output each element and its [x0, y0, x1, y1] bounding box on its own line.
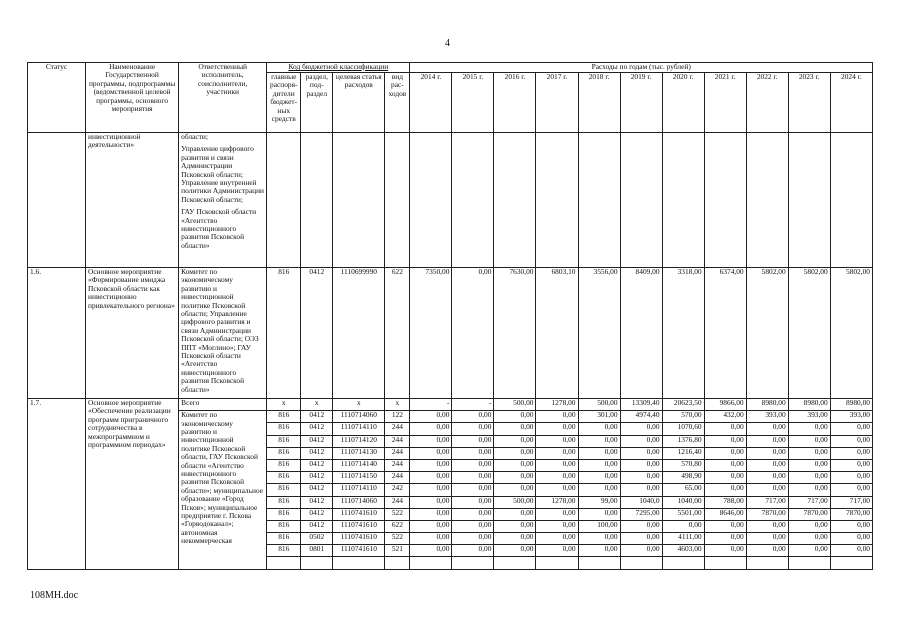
row17-value: 0,00 — [452, 447, 494, 459]
row17-value: 717,00 — [788, 496, 830, 508]
row17-grbs: 816 — [267, 459, 301, 471]
row17-value: 0,00 — [494, 520, 536, 532]
header-status: Статус — [28, 63, 86, 133]
empty-cell — [788, 133, 830, 268]
row17-target: 1110714150 — [333, 472, 385, 484]
page-number: 4 — [445, 38, 450, 49]
row17-value: 301,00 — [578, 411, 620, 423]
row17-value: 0,00 — [830, 435, 872, 447]
row17-value: 0,00 — [578, 533, 620, 545]
row17-value: 4111,00 — [662, 533, 704, 545]
empty-cell — [746, 557, 788, 569]
empty-cell — [301, 557, 333, 569]
row17-value: 432,00 — [704, 411, 746, 423]
header-section: раздел, под-раздел — [301, 73, 333, 133]
row17-target: 1110741610 — [333, 533, 385, 545]
empty-cell — [662, 557, 704, 569]
row17-value: 500,00 — [578, 399, 620, 411]
row17-value: 0,00 — [536, 472, 578, 484]
row17-value: 0,00 — [410, 472, 452, 484]
row17-value: 0,00 — [620, 484, 662, 496]
empty-cell — [620, 557, 662, 569]
row17-value: 0,00 — [494, 447, 536, 459]
row17-value: 0,00 — [704, 520, 746, 532]
row17-section: 0412 — [301, 508, 333, 520]
header-executor: Ответственный исполнитель, соисполнители, участники — [179, 63, 267, 133]
row16-value: 5802,00 — [788, 268, 830, 399]
row17-grbs: 816 — [267, 520, 301, 532]
empty-cell — [662, 133, 704, 268]
header-year: 2017 г. — [536, 73, 578, 133]
row17-target: 1110741610 — [333, 520, 385, 532]
row17-value: 0,00 — [620, 459, 662, 471]
row17-value: 0,00 — [410, 533, 452, 545]
row17-value: - — [410, 399, 452, 411]
row17-value: 0,00 — [578, 447, 620, 459]
row17-section: 0412 — [301, 423, 333, 435]
header-expenses: Расходы по годам (тыс. рублей) — [410, 63, 873, 73]
empty-cell — [333, 557, 385, 569]
row17-value: 0,00 — [452, 459, 494, 471]
header-year: 2020 г. — [662, 73, 704, 133]
empty-cell — [452, 557, 494, 569]
row17-value: 13309,40 — [620, 399, 662, 411]
row17-section: 0412 — [301, 484, 333, 496]
row17-value: 570,80 — [662, 459, 704, 471]
row17-value: 0,00 — [452, 508, 494, 520]
row17-value: 0,00 — [830, 447, 872, 459]
row17-value: 0,00 — [830, 459, 872, 471]
row17-value: 0,00 — [494, 508, 536, 520]
row17-value: 0,00 — [536, 447, 578, 459]
row17-value: 0,00 — [578, 459, 620, 471]
row17-kind: 244 — [385, 496, 410, 508]
row17-kind: 244 — [385, 447, 410, 459]
row17-value: 7870,00 — [746, 508, 788, 520]
row17-value: 0,00 — [410, 545, 452, 557]
row16-status: 1.6. — [28, 268, 86, 399]
row17-value: 0,00 — [746, 423, 788, 435]
cont-name: инвестиционной деятельности» — [86, 133, 179, 268]
row16-value: 8409,00 — [620, 268, 662, 399]
row17-value: 0,00 — [410, 447, 452, 459]
row16-value: 7350,00 — [410, 268, 452, 399]
row17-value: 0,00 — [830, 533, 872, 545]
row17-grbs: 816 — [267, 447, 301, 459]
row17-value: 4603,00 — [662, 545, 704, 557]
row17-value: 0,00 — [746, 520, 788, 532]
row17-section: 0412 — [301, 411, 333, 423]
row17-target: 1110714110 — [333, 484, 385, 496]
row17-value: 0,00 — [704, 423, 746, 435]
row17-value: 9866,00 — [704, 399, 746, 411]
row17-kind: 244 — [385, 459, 410, 471]
row17-value: 0,00 — [830, 484, 872, 496]
row17-value: 0,00 — [494, 533, 536, 545]
row17-grbs: x — [267, 399, 301, 411]
row17-kind: 522 — [385, 508, 410, 520]
header-budget-code: Код бюджетной классификации — [267, 63, 410, 73]
row17-kind: 522 — [385, 533, 410, 545]
row17-section: 0801 — [301, 545, 333, 557]
row17-grbs: 816 — [267, 435, 301, 447]
empty-cell — [494, 133, 536, 268]
row17-status: 1.7. — [28, 399, 86, 570]
header-name: Наименование Государственной программы, подпрограммы (ведомственной целевой программы, основного мероприятия — [86, 63, 179, 133]
row17-grbs: 816 — [267, 411, 301, 423]
row17-value: 393,00 — [746, 411, 788, 423]
row17-value: - — [452, 399, 494, 411]
row17-value: 0,00 — [536, 545, 578, 557]
row17-value: 0,00 — [788, 435, 830, 447]
row17-grbs: 816 — [267, 423, 301, 435]
row17-value: 0,00 — [536, 484, 578, 496]
row17-value: 0,00 — [578, 508, 620, 520]
row17-value: 0,00 — [620, 447, 662, 459]
row17-value: 7870,00 — [788, 508, 830, 520]
row17-value: 500,00 — [494, 399, 536, 411]
empty-cell — [620, 133, 662, 268]
row17-value: 0,00 — [410, 459, 452, 471]
row17-value: 1070,60 — [662, 423, 704, 435]
row16-value: 6374,00 — [704, 268, 746, 399]
row17-value: 0,00 — [830, 472, 872, 484]
row17-value: 0,00 — [704, 484, 746, 496]
row17-target: 1110714110 — [333, 423, 385, 435]
header-year: 2015 г. — [452, 73, 494, 133]
row17-value: 0,00 — [704, 435, 746, 447]
empty-cell — [788, 557, 830, 569]
row16-value: 5802,00 — [746, 268, 788, 399]
row17-value: 0,00 — [704, 459, 746, 471]
row17-value: 0,00 — [494, 472, 536, 484]
row17-value: 1216,40 — [662, 447, 704, 459]
row17-value: 788,00 — [704, 496, 746, 508]
row17-value: 0,00 — [536, 520, 578, 532]
row17-grbs: 816 — [267, 545, 301, 557]
row17-value: 0,00 — [620, 435, 662, 447]
row17-value: 0,00 — [704, 533, 746, 545]
row17-value: 0,00 — [620, 423, 662, 435]
cont-executor-part: области; — [181, 132, 208, 141]
row17-value: 0,00 — [830, 520, 872, 532]
row17-value: 0,00 — [788, 545, 830, 557]
row17-value: 0,00 — [494, 545, 536, 557]
empty-cell — [333, 133, 385, 268]
header-year: 2018 г. — [578, 73, 620, 133]
row17-value: 1376,80 — [662, 435, 704, 447]
cont-status — [28, 133, 86, 268]
row17-value: 0,00 — [410, 435, 452, 447]
row17-value: 0,00 — [536, 508, 578, 520]
header-year: 2021 г. — [704, 73, 746, 133]
row17-section: 0412 — [301, 496, 333, 508]
row17-line — [28, 399, 873, 411]
row17-value: 0,00 — [620, 545, 662, 557]
row17-value: 0,00 — [452, 435, 494, 447]
header-target: целевая статья расходов — [333, 73, 385, 133]
empty-cell — [452, 133, 494, 268]
row16-value: 6803,10 — [536, 268, 578, 399]
row17-value: 0,00 — [494, 484, 536, 496]
cont-executor-part: Управление цифрового развития и связи Администрации Псковской области; Управление внутренней политики Администрации Псковской области; — [181, 144, 264, 204]
row17-section: 0412 — [301, 520, 333, 532]
empty-cell — [385, 133, 410, 268]
row17-value: 0,00 — [830, 545, 872, 557]
row17-value: 5501,00 — [662, 508, 704, 520]
row16-value: 0,00 — [452, 268, 494, 399]
row16-value: 3556,00 — [578, 268, 620, 399]
row16-executor: Комитет по экономическому развитию и инвестиционной политике Псковской области; Управление цифрового развития и связи Администрации Псковской области; ОЭЗ ППТ «Моглино»; ГАУ Псковской области «Агентство инвестиционного развития Псковской области» — [179, 268, 267, 399]
empty-cell — [746, 133, 788, 268]
row17-value: 0,00 — [452, 423, 494, 435]
row17-kind: 244 — [385, 423, 410, 435]
row17-section: 0412 — [301, 435, 333, 447]
row16-grbs: 816 — [267, 268, 301, 399]
row17-value: 0,00 — [494, 423, 536, 435]
row17-value: 0,00 — [788, 423, 830, 435]
empty-cell — [536, 557, 578, 569]
row17-value: 0,00 — [746, 545, 788, 557]
row17-value: 0,00 — [620, 520, 662, 532]
row17-value: 0,00 — [452, 496, 494, 508]
row16-value: 7630,00 — [494, 268, 536, 399]
row17-value: 0,00 — [620, 533, 662, 545]
row16-value: 3318,00 — [662, 268, 704, 399]
row17-value: 0,00 — [410, 496, 452, 508]
row17-value: 0,00 — [830, 423, 872, 435]
row17-target: 1110714060 — [333, 411, 385, 423]
row17-value: 570,00 — [662, 411, 704, 423]
row17-kind: 244 — [385, 472, 410, 484]
row17-value: 0,00 — [494, 435, 536, 447]
row17-value: 4974,40 — [620, 411, 662, 423]
row17-value: 7870,00 — [830, 508, 872, 520]
header-year: 2014 г. — [410, 73, 452, 133]
row17-value: 0,00 — [788, 447, 830, 459]
row17-target: 1110741610 — [333, 508, 385, 520]
cont-executor-part: ГАУ Псковской области «Агентство инвестиционного развития Псковской области» — [181, 207, 257, 250]
row17-value: 0,00 — [704, 545, 746, 557]
row17-target: 1110714130 — [333, 447, 385, 459]
empty-cell — [267, 557, 301, 569]
row17-kind: 122 — [385, 411, 410, 423]
row17-value: 393,00 — [788, 411, 830, 423]
row17-grbs: 816 — [267, 472, 301, 484]
header-year: 2022 г. — [746, 73, 788, 133]
row17-value: 0,00 — [452, 545, 494, 557]
header-year: 2016 г. — [494, 73, 536, 133]
row17-value: 0,00 — [788, 533, 830, 545]
empty-cell — [704, 557, 746, 569]
row17-section: 0412 — [301, 447, 333, 459]
header-year: 2019 г. — [620, 73, 662, 133]
row17-name: Основное мероприятие «Обеспечение реализации программ приграничного сотрудничества в межпрограммном и программном периодах» — [86, 399, 179, 570]
header-grbs: главные распоря-дители бюджет-ных средств — [267, 73, 301, 133]
budget-table — [27, 62, 873, 570]
header-year: 2023 г. — [788, 73, 830, 133]
empty-cell — [301, 133, 333, 268]
row17-value: 1278,00 — [536, 399, 578, 411]
row17-value: 0,00 — [620, 472, 662, 484]
row17-section: 0412 — [301, 459, 333, 471]
row17-value: 0,00 — [536, 411, 578, 423]
row17-section: 0502 — [301, 533, 333, 545]
row17-value: 0,00 — [746, 459, 788, 471]
row17-value: 0,00 — [788, 459, 830, 471]
row17-value: 0,00 — [410, 520, 452, 532]
row17-value: 500,00 — [494, 496, 536, 508]
row17-value: 0,00 — [788, 520, 830, 532]
row17-value: 0,00 — [410, 411, 452, 423]
row17-value: 7295,00 — [620, 508, 662, 520]
row16-target: 1110699990 — [333, 268, 385, 399]
row16-name: Основное мероприятие «Формирование имиджа Псковской области как инвестиционно привлекательного региона» — [86, 268, 179, 399]
row17-value: 0,00 — [746, 447, 788, 459]
row17-target: x — [333, 399, 385, 411]
row17-kind: 622 — [385, 520, 410, 532]
row17-grbs: 816 — [267, 508, 301, 520]
row17-value: 0,00 — [662, 520, 704, 532]
row17-kind: x — [385, 399, 410, 411]
row17-grbs: 816 — [267, 484, 301, 496]
empty-cell — [410, 557, 452, 569]
cont-executor — [179, 133, 267, 268]
empty-cell — [410, 133, 452, 268]
row17-value: 1040,00 — [662, 496, 704, 508]
row17-value: 8980,00 — [746, 399, 788, 411]
empty-cell — [267, 133, 301, 268]
row17-value: 0,00 — [452, 520, 494, 532]
row17-target: 1110714120 — [333, 435, 385, 447]
row17-executor-total: Всего — [179, 399, 267, 411]
row17-value: 0,00 — [452, 484, 494, 496]
row17-value: 0,00 — [410, 423, 452, 435]
row17-value: 0,00 — [578, 545, 620, 557]
row17-value: 717,00 — [746, 496, 788, 508]
row17-value: 20623,50 — [662, 399, 704, 411]
row17-value: 0,00 — [578, 423, 620, 435]
row17-value: 717,00 — [830, 496, 872, 508]
row17-target: 1110714140 — [333, 459, 385, 471]
empty-cell — [704, 133, 746, 268]
row17-value: 0,00 — [410, 484, 452, 496]
row17-value: 0,00 — [536, 435, 578, 447]
row17-value: 498,90 — [662, 472, 704, 484]
row17-grbs: 816 — [267, 533, 301, 545]
row17-value: 8980,00 — [830, 399, 872, 411]
row17-value: 0,00 — [452, 472, 494, 484]
row16-kind: 622 — [385, 268, 410, 399]
header-year: 2024 г. — [830, 73, 872, 133]
header-kind: вид рас-ходов — [385, 73, 410, 133]
empty-cell — [578, 557, 620, 569]
row17-kind: 521 — [385, 545, 410, 557]
row17-value: 0,00 — [536, 423, 578, 435]
row16-value: 5802,00 — [830, 268, 872, 399]
row17-value: 0,00 — [536, 459, 578, 471]
row17-value: 99,00 — [578, 496, 620, 508]
row17-value: 100,00 — [578, 520, 620, 532]
row17-value: 0,00 — [788, 484, 830, 496]
row17-kind: 242 — [385, 484, 410, 496]
row17-value: 393,00 — [830, 411, 872, 423]
row16-section: 0412 — [301, 268, 333, 399]
row17-value: 0,00 — [704, 447, 746, 459]
row17-value: 0,00 — [452, 533, 494, 545]
row17-value: 0,00 — [578, 472, 620, 484]
row17-value: 0,00 — [536, 533, 578, 545]
row17-value: 0,00 — [788, 472, 830, 484]
empty-cell — [830, 557, 872, 569]
row17-value: 1040,0 — [620, 496, 662, 508]
row17-value: 8980,00 — [788, 399, 830, 411]
row17-grbs: 816 — [267, 496, 301, 508]
empty-cell — [830, 133, 872, 268]
row17-target: 1110741610 — [333, 545, 385, 557]
row17-value: 0,00 — [746, 472, 788, 484]
row17-value: 0,00 — [578, 484, 620, 496]
row17-section: x — [301, 399, 333, 411]
empty-cell — [385, 557, 410, 569]
row17-value: 65,00 — [662, 484, 704, 496]
row17-value: 1278,00 — [536, 496, 578, 508]
row17-section: 0412 — [301, 472, 333, 484]
row17-value: 0,00 — [746, 533, 788, 545]
empty-cell — [578, 133, 620, 268]
row17-value: 0,00 — [494, 411, 536, 423]
row17-value: 0,00 — [410, 508, 452, 520]
row17-value: 8646,00 — [704, 508, 746, 520]
empty-cell — [494, 557, 536, 569]
row17-value: 0,00 — [746, 484, 788, 496]
row17-value: 0,00 — [704, 472, 746, 484]
row17-kind: 244 — [385, 435, 410, 447]
row17-value: 0,00 — [578, 435, 620, 447]
row17-target: 1110714060 — [333, 496, 385, 508]
row17-value: 0,00 — [746, 435, 788, 447]
row17-value: 0,00 — [494, 459, 536, 471]
empty-cell — [536, 133, 578, 268]
footer-filename: 108МН.doc — [30, 590, 79, 601]
row17-executor: Комитет по экономическому развитию и инвестиционной политике Псковской области, ГАУ Псковской области «Агентство инвестиционного развития Псковской области»; муниципальное образование «Город Псков»; муниципальное предприятие г. Пскова «Горводоканал»; автономная некоммерческая — [179, 411, 267, 569]
row17-value: 0,00 — [452, 411, 494, 423]
